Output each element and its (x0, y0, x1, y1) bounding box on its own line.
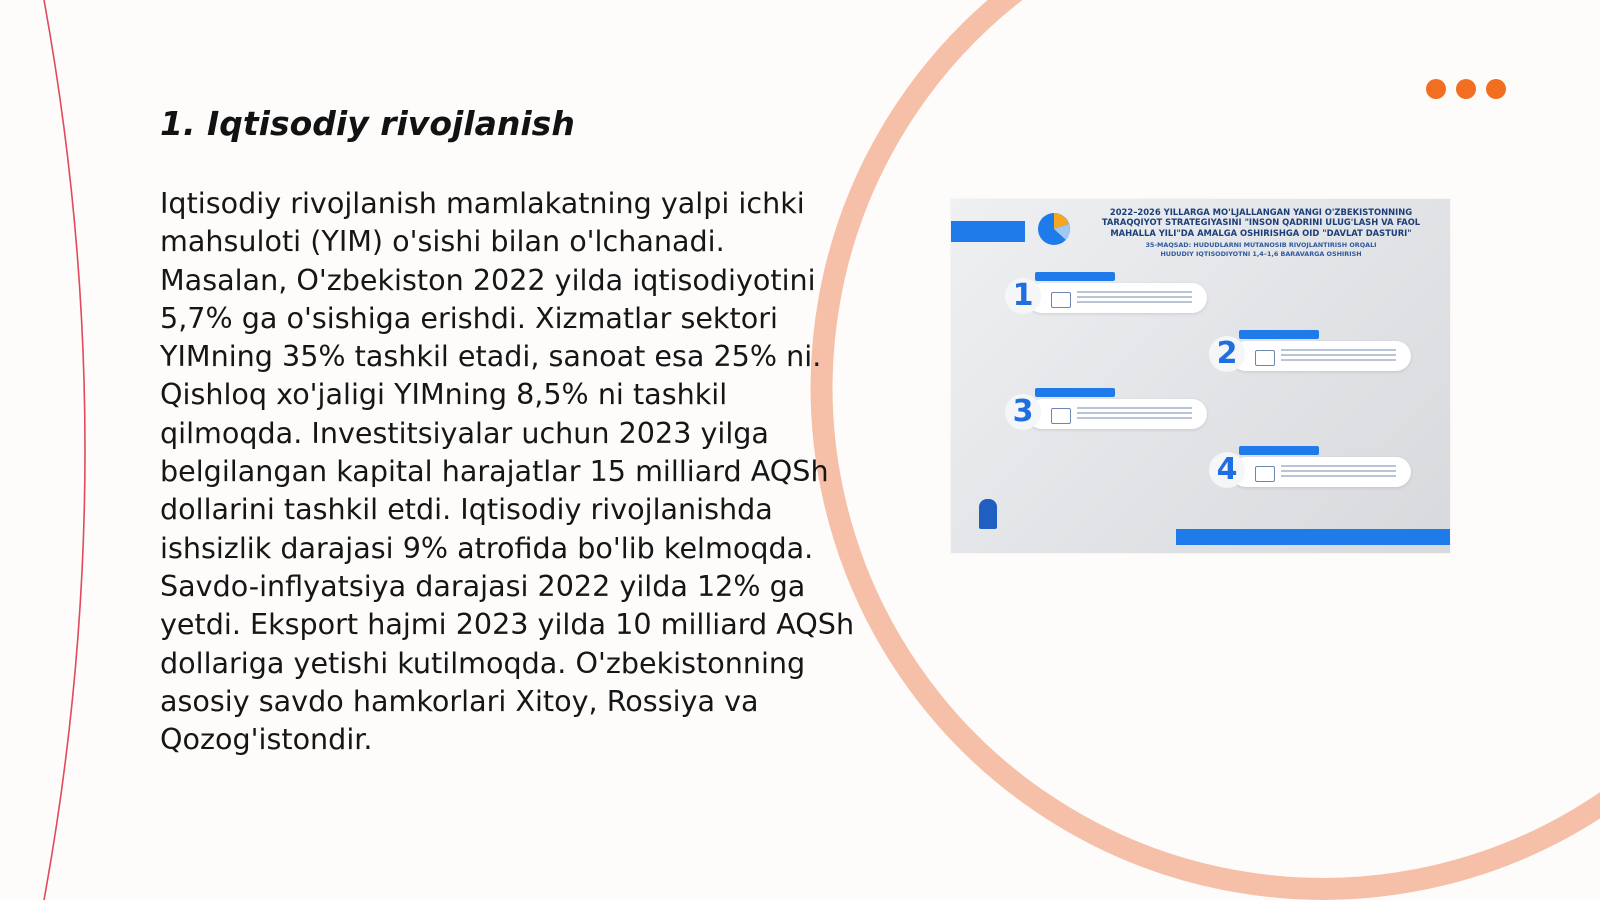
building-logo-icon (979, 499, 997, 529)
poster-title-line: MAHALLA YILI"DA AMALGA OSHIRISHGA OID "DAVLAT DASTURI" (1110, 227, 1412, 238)
poster-step-number: 1 (1005, 278, 1041, 314)
poster-blue-strip (951, 221, 1025, 242)
dot-indicator-icon (1486, 79, 1506, 99)
poster-step (1209, 454, 1409, 488)
poster-footer-bar (1176, 529, 1450, 545)
poster-subtitle-line: HUDUDIY IQTISODIYOTNI 1,4–1,6 BARAVARGA OSHIRISH (1160, 250, 1362, 259)
poster-step (1005, 396, 1205, 430)
slide-heading: 1. Iqtisodiy rivojlanish (160, 104, 575, 143)
dot-indicator-icon (1456, 79, 1476, 99)
document-icon (1051, 292, 1071, 308)
poster-step (1209, 338, 1409, 372)
document-icon (1255, 466, 1275, 482)
strategy-poster-image (951, 199, 1450, 553)
document-icon (1255, 350, 1275, 366)
poster-subtitle-line: 35-MAQSAD: HUDUDLARNI MUTANOSIB RIVOJLANTIRISH ORQALI (1145, 241, 1377, 250)
poster-step (1005, 280, 1205, 314)
pie-chart-icon (1036, 211, 1072, 247)
dot-indicator-icon (1426, 79, 1446, 99)
poster-step-number: 3 (1005, 394, 1041, 430)
poster-step-number: 4 (1209, 452, 1245, 488)
slide-paragraph: Iqtisodiy rivojlanish mamlakatning yalpi ichki mahsuloti (YIM) o'sishi bilan o'lchanadi. Masalan, O'zbekiston 2022 yilda iqtisodiyotini 5,7% ga o'sishiga erishdi. Xizmatlar sektori YIMning 35% tashkil etadi, sanoat esa 25% ni. Qishloq xo'jaligi YIMning 8,5% ni tashkil qilmoqda. Investitsiyalar uchun 2023 yilga belgilangan kapital harajatlar 15 milliard AQSh dollarini tashkil etdi. Iqtisodiy rivojlanishda ishsizlik darajasi 9% atrofida bo'lib kelmoqda. Savdo-inflyatsiya darajasi 2022 yilda 12% ga yetdi. Eksport hajmi 2023 yilda 10 milliard AQSh dollariga yetishi kutilmoqda. O'zbekistonning asosiy savdo hamkorlari Xitoy, Rossiya va Qozog'istondir. (160, 186, 855, 757)
poster-title-line: TARAQQIYOT STRATEGIYASINI "INSON QADRINI ULUG'LASH VA FAOL (1101, 217, 1421, 228)
dot-indicators (1426, 79, 1506, 99)
poster-step-number: 2 (1209, 336, 1245, 372)
globe-icon (1051, 408, 1071, 424)
left-curve (44, 0, 85, 900)
poster-title-line: 2022–2026 YILLARGA MO'LJALLANGAN YANGI O'ZBEKISTONNING (1109, 207, 1413, 217)
